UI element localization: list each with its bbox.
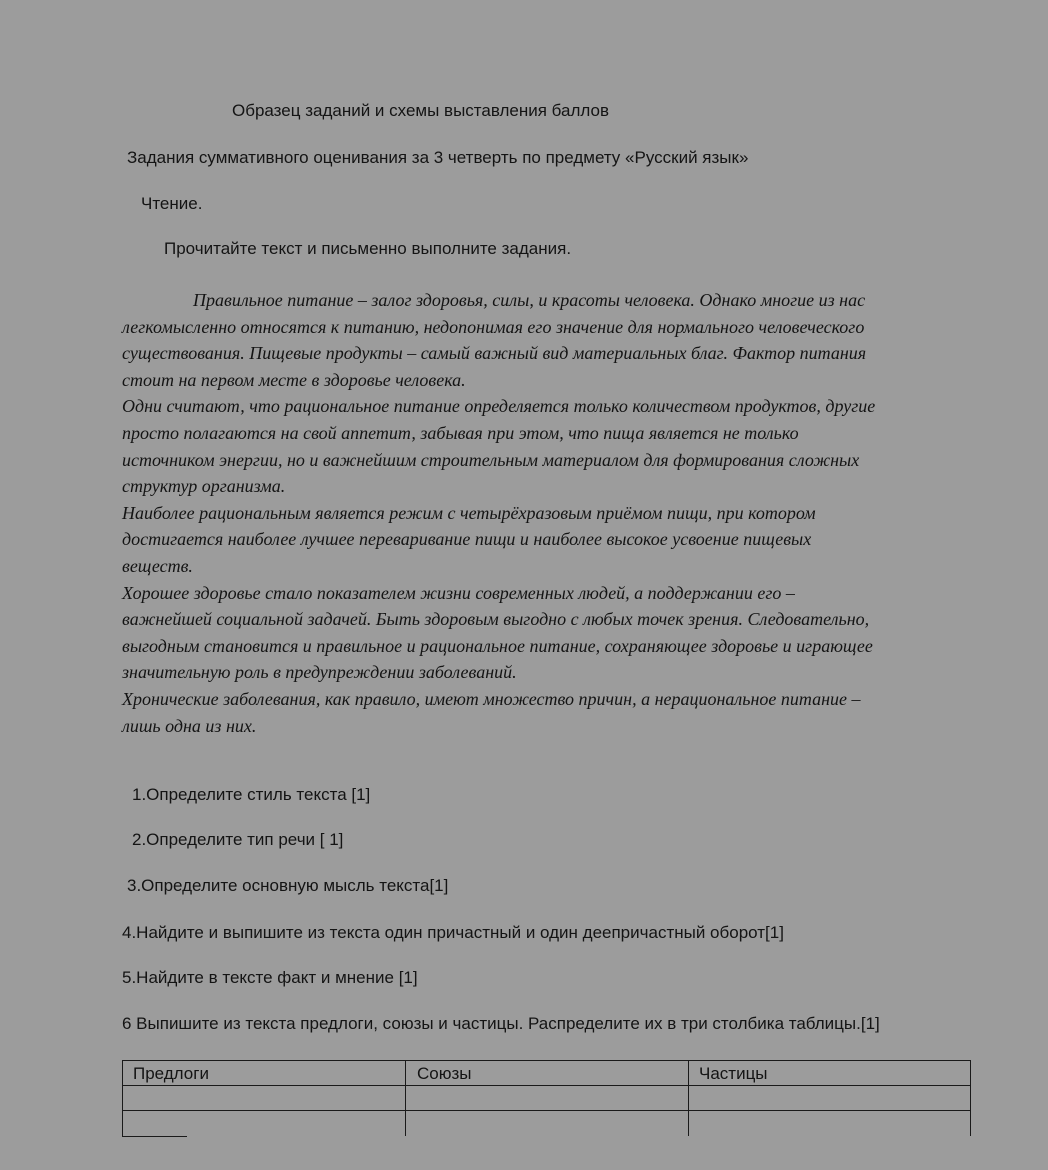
table-border-top bbox=[122, 1060, 971, 1061]
task-4: 4.Найдите и выпишите из текста один причастный и один деепричастный оборот[1] bbox=[122, 923, 784, 942]
section-heading: Чтение. bbox=[141, 194, 203, 213]
task-3: 3.Определите основную мысль текста[1] bbox=[127, 876, 449, 895]
table-column-border bbox=[970, 1060, 971, 1136]
reading-text bbox=[122, 287, 875, 739]
text-line: легкомысленно относятся к питанию, недопонимая его значение для нормального человеческого bbox=[122, 316, 865, 337]
text-line: Хронические заболевания, как правило, имеют множество причин, а нерациональное питание – bbox=[122, 688, 861, 709]
table-row-divider bbox=[122, 1085, 971, 1086]
reading-instruction: Прочитайте текст и письменно выполните задания. bbox=[164, 239, 572, 258]
text-line: Хорошее здоровье стало показателем жизни современных людей, а поддержании его – bbox=[122, 582, 795, 603]
text-line: веществ. bbox=[122, 555, 193, 576]
table-column-border bbox=[405, 1060, 406, 1136]
text-line: выгодным становится и правильное и рациональное питание, сохраняющее здоровье и играющее bbox=[122, 635, 873, 656]
task-2: 2.Определите тип речи [ 1] bbox=[132, 830, 344, 849]
table-header-prepositions: Предлоги bbox=[133, 1064, 209, 1083]
table-header-particles: Частицы bbox=[699, 1064, 768, 1083]
text-line: лишь одна из них. bbox=[122, 715, 257, 736]
document-title: Образец заданий и схемы выставления баллов bbox=[232, 101, 609, 120]
text-line: достигается наиболее лучшее переваривание пищи и наиболее высокое усвоение пищевых bbox=[122, 529, 812, 550]
table-header-conjunctions: Союзы bbox=[417, 1064, 472, 1083]
task-1: 1.Определите стиль текста [1] bbox=[132, 785, 371, 804]
task-5: 5.Найдите в тексте факт и мнение [1] bbox=[122, 968, 418, 987]
table-row-divider bbox=[122, 1110, 971, 1111]
task-6: 6 Выпишите из текста предлоги, союзы и частицы. Распределите их в три столбика таблицы.[1] bbox=[122, 1014, 880, 1033]
answer-table bbox=[122, 1060, 971, 1136]
text-line: Правильное питание – залог здоровья, силы, и красоты человека. Однако многие из нас bbox=[193, 290, 866, 310]
text-line: Одни считают, что рациональное питание определяется только количеством продуктов, другие bbox=[122, 396, 876, 417]
table-column-border bbox=[688, 1060, 689, 1136]
text-line: структур организма. bbox=[122, 476, 286, 497]
text-line: источником энергии, но и важнейшим строительным материалом для формирования сложных bbox=[122, 449, 860, 470]
table-border-bottom bbox=[122, 1136, 187, 1137]
text-line: Наиболее рациональным является режим с четырёхразовым приёмом пищи, при котором bbox=[122, 502, 816, 523]
text-line: существования. Пищевые продукты – самый важный вид материальных благ. Фактор питания bbox=[122, 343, 867, 364]
text-line: важнейшей социальной задачей. Быть здоровым выгодно с любых точек зрения. Следовательно, bbox=[122, 609, 870, 630]
text-line: значительную роль в предупреждении заболеваний. bbox=[122, 662, 517, 683]
table-column-border bbox=[122, 1060, 123, 1136]
text-line: просто полагаются на свой аппетит, забывая при этом, что пища является не только bbox=[122, 422, 799, 443]
document-subtitle: Задания суммативного оценивания за 3 четверть по предмету «Русский язык» bbox=[127, 148, 749, 167]
text-line: стоит на первом месте в здоровье человека. bbox=[122, 369, 466, 390]
